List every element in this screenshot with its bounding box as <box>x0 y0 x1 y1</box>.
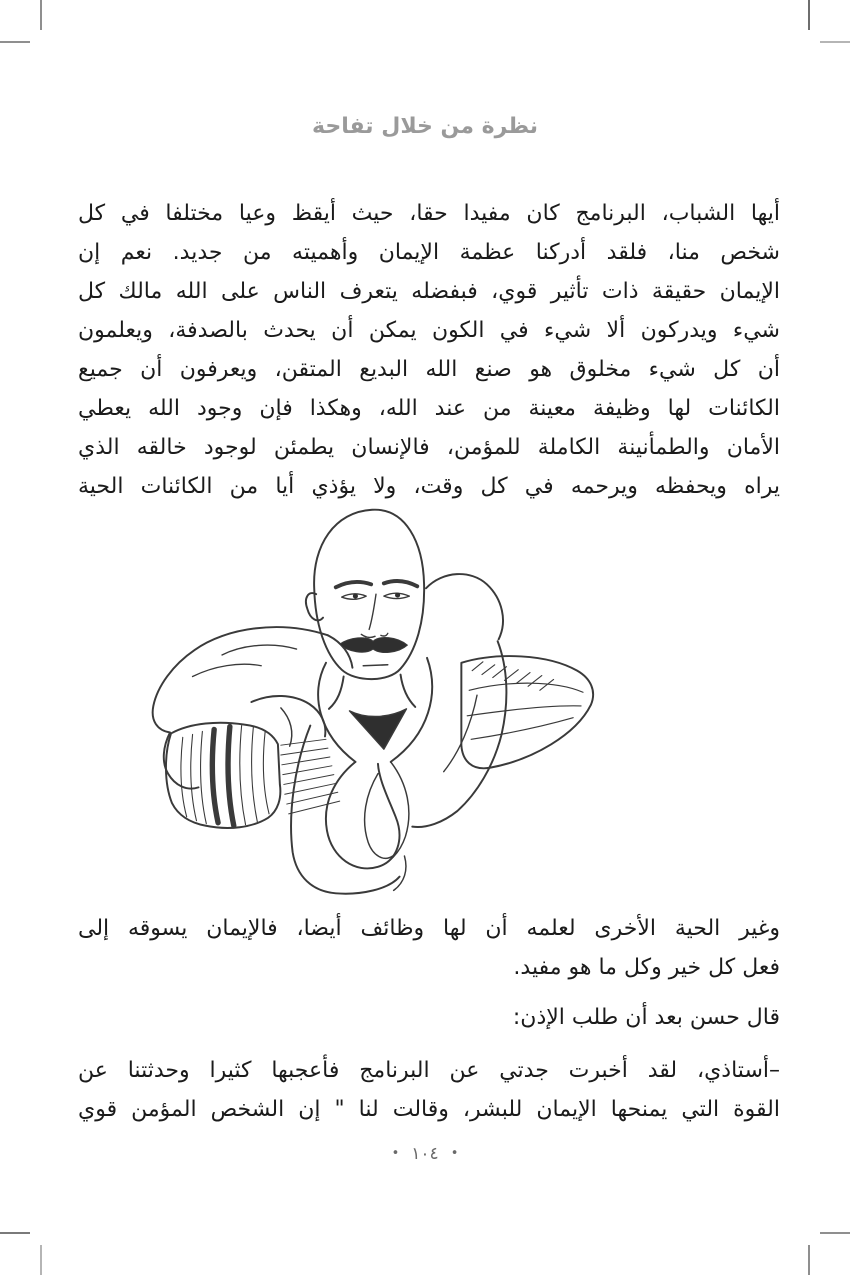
text-line: شيء ويدركون ألا شيء في الكون يمكن أن يحدث بالصدفة، ويعلمون <box>78 318 780 343</box>
paragraph-3 <box>78 998 780 1037</box>
text-line: قال حسن بعد أن طلب الإذن: <box>512 1005 780 1030</box>
text-line: يراه ويحفظه ويرحمه في كل وقت، ولا يؤذي أيا من الكائنات الحية <box>78 474 780 499</box>
text-line: وغير الحية الأخرى لعلمه أن لها وظائف أيضا، فالإيمان يسوقه إلى <box>78 916 780 941</box>
text-line: –أستاذي، لقد أخبرت جدتي عن البرنامج فأعجبها كثيرا وحدثتنا عن <box>78 1058 780 1083</box>
text-line: القوة التي يمنحها الإيمان للبشر، وقالت لنا " إن الشخص المؤمن قوي <box>78 1097 780 1122</box>
footer-bullet-icon: • <box>450 1146 459 1161</box>
sketch-drawing <box>128 498 728 910</box>
crop-mark-top-left-vertical <box>40 0 42 30</box>
paragraph-1 <box>78 194 780 506</box>
text-line: أيها الشباب، البرنامج كان مفيدا حقا، حيث أيقظ وعيا مختلفا في كل <box>78 201 780 226</box>
crop-mark-top-right-horizontal <box>820 41 850 43</box>
text-line: فعل كل خير وكل ما هو مفيد. <box>513 955 780 980</box>
crop-mark-top-right-vertical <box>808 0 810 30</box>
crop-mark-bottom-right-vertical <box>808 1245 810 1275</box>
footer-bullet-icon: • <box>391 1146 400 1161</box>
page-number: ١٠٤ <box>411 1144 439 1164</box>
paragraph-4 <box>78 1051 780 1129</box>
chapter-title: نظرة من خلال تفاحة <box>312 114 538 139</box>
text-line: الإيمان حقيقة ذات تأثير قوي، فبفضله يتعرف الناس على الله مالك كل <box>78 279 780 304</box>
text-line: شخص منا، فلقد أدركنا عظمة الإيمان وأهميته من جديد. نعم إن <box>78 240 780 265</box>
crop-mark-bottom-left-vertical <box>40 1245 42 1275</box>
paragraph-2 <box>78 909 780 987</box>
illustration-man-lying-prone <box>128 498 728 910</box>
crop-mark-bottom-left-horizontal <box>0 1232 30 1234</box>
text-line: الأمان والطمأنينة الكاملة للمؤمن، فالإنسان يطمئن لوجود خالقه الذي <box>78 435 780 460</box>
crop-mark-bottom-right-horizontal <box>820 1232 850 1234</box>
page-footer <box>0 1144 850 1164</box>
crop-mark-top-left-horizontal <box>0 41 30 43</box>
text-line: الكائنات لها وظيفة معينة من عند الله، وهكذا فإن وجود الله يعطي <box>78 396 780 421</box>
text-line: أن كل شيء مخلوق هو صنع الله البديع المتقن، ويعرفون أن جميع <box>78 357 780 382</box>
